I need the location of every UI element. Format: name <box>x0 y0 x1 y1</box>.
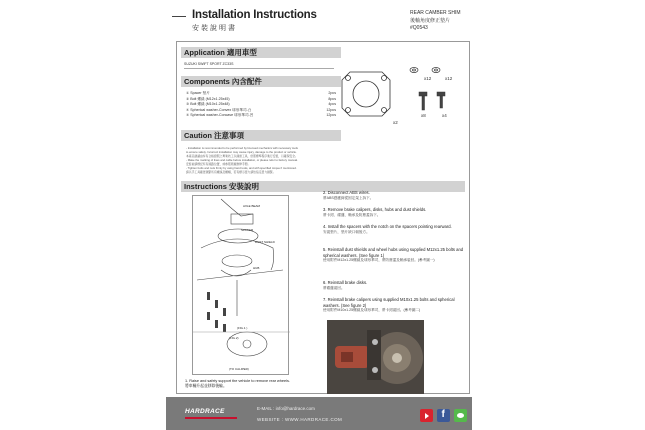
list-item: ① Spacer 墊片 2pcs <box>186 91 336 95</box>
step-4: 4. Install the spacers with the notch on the spacers pointing rearward. 安裝墊片，墊片缺口朝後方。 <box>323 224 452 234</box>
list-item: ② Bolt 螺絲 (M12x1.25x45) 8pcs <box>186 96 336 101</box>
page-title: Installation Instructions <box>192 9 317 21</box>
divider <box>184 68 334 69</box>
application-heading: Application 適用車型 <box>181 47 341 58</box>
washer-illustration <box>410 68 440 73</box>
exploded-diagram <box>192 195 289 375</box>
caution-heading: Caution 注意事項 <box>181 130 341 141</box>
list-item: ④ Spherical washer-Convex 球形華司-凸 12pcs <box>186 107 336 112</box>
application-vehicle: SUZUKI SWIFT SPORT ZC33S <box>184 62 234 66</box>
step-1: 1. Raise and safely support the vehicle to remove rear wheels. 將車輛升起並移除後輪。 <box>185 379 290 388</box>
components-heading: Components 內含配件 <box>181 76 341 87</box>
footer-email[interactable]: E-MAIL : info@hardrace.com <box>257 406 315 411</box>
page-title-zh: 安裝說明書 <box>192 25 237 32</box>
facebook-icon[interactable] <box>437 409 450 422</box>
part-number: #Q0543 <box>410 25 428 31</box>
label-axle-beam: AXLE BEAM <box>243 204 261 208</box>
product-name: REAR CAMBER SHIM <box>410 10 461 16</box>
label-hub: HUB <box>253 266 260 270</box>
label-spacer: SPACER <box>241 228 254 232</box>
bolt-illustration <box>419 92 445 110</box>
product-name-zh: 後軸角度修正墊片 <box>410 17 451 24</box>
shim-illustration <box>342 72 390 116</box>
washer-qty: x12 <box>424 76 432 81</box>
youtube-icon[interactable] <box>420 409 433 422</box>
step-3: 3. Remove brake calipers, disks, hubs and dust shields. 將卡鉗、碟盤、軸承及防塵蓋拆下。 <box>323 207 427 217</box>
shim-qty: x2 <box>393 120 398 125</box>
label-fig2: (FIG.2) <box>229 336 239 340</box>
step-2: 2. Disconnect ABS wires. 將ABS感應線從固定架上拆下。 <box>323 190 374 200</box>
installation-photo <box>327 320 424 394</box>
wechat-icon[interactable] <box>454 409 467 422</box>
bolt-qty: x8 <box>421 113 426 118</box>
brand-logo: HARDRACE <box>185 408 225 415</box>
label-dust-shield: DUST SHIELD <box>255 240 275 244</box>
instructions-heading: Instructions 安裝說明 <box>181 181 465 192</box>
step-6: 6. Reinstall brake disks. 將碟盤裝回。 <box>323 280 368 290</box>
label-caliper: (TO CALIPER) <box>229 367 249 371</box>
components-list <box>186 91 336 119</box>
caution-text: - Installation is recommended to be performed by licensed mechanics with necessary tools to ensure safety. Incorrect installation may cause injury, damage to the product or vehicle. 本產品建議由持有合格證照之專業技工以適當工具，依照標準程序進行安裝，以確保安全。 - Make the marking of lines and cable before installation, or please refer to factory manual. 安裝前請標記所有線路位置，或參照原廠維修手冊。 - Tighten bolts and nuts firmly by using hand tools, and with specified torque if mentioned. 請以手工具確實鎖緊所有螺絲及螺帽，若有標示扭力請依指定扭力鎖緊。 <box>186 146 298 174</box>
logo-underline <box>185 417 237 419</box>
product-info <box>410 10 461 33</box>
list-item: ⑤ Spherical washer-Concave 球形華司-凹 12pcs <box>186 113 336 118</box>
parts-illustration <box>340 64 460 130</box>
list-item: ③ Bolt 螺絲 (M10x1.25x48) 4pcs <box>186 102 336 107</box>
header-dash <box>172 16 186 17</box>
label-fig1: (FIG.1 ) <box>237 326 248 330</box>
step-7: 7. Reinstall brake calipers using supplied M10x1.25 bolts and spherical washers. (See figure 2) 使用附件M10x1.25螺絲及球形華司，將卡鉗裝回。(參考圖二) <box>323 297 455 312</box>
washer-qty: x12 <box>445 76 453 81</box>
step-5: 5. Reinstall dust shields and wheel hubs using supplied M12x1.25 bolts and spherical washers. (See figure 1) 使用附件M12x1.25螺絲及球形華司，將防塵蓋及軸承裝回。(參考圖一) <box>323 247 464 262</box>
footer-website[interactable]: WEBSITE : WWW.HARDRACE.COM <box>257 417 343 422</box>
bolt-qty: x4 <box>442 113 447 118</box>
